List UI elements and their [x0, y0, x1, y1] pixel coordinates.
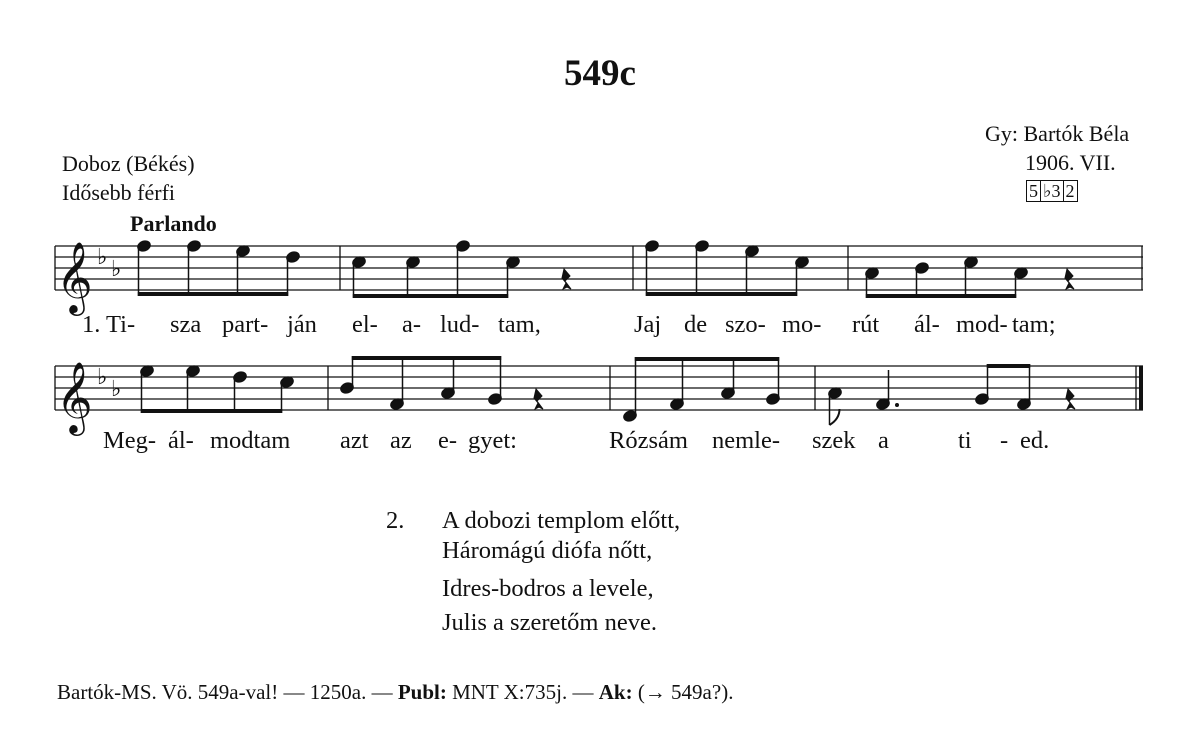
- note-beam: [866, 294, 1016, 298]
- lyric-syllable: szek: [812, 427, 856, 454]
- lyric-syllable: ján: [287, 311, 317, 338]
- collector-label: Gy: Bartók Béla: [985, 121, 1130, 146]
- lyric-syllable: lud-: [440, 311, 480, 338]
- lyric-syllable: a: [878, 427, 889, 454]
- lyric-syllable: a-: [402, 311, 422, 338]
- lyric-syllable: 1. Ti-: [82, 311, 136, 338]
- ak-label: Ak:: [598, 680, 633, 704]
- singer-label: Idősebb férfi: [62, 180, 176, 205]
- lyric-syllable: Meg-: [103, 427, 157, 454]
- lyric-syllable: ed.: [1020, 427, 1050, 454]
- lyric-syllable: modtam: [210, 427, 291, 454]
- tempo-label: Parlando: [130, 211, 217, 236]
- lyric-syllable: mo-: [782, 311, 822, 338]
- verse-line: A dobozi templom előtt,: [442, 507, 681, 534]
- lyric-syllable: rút: [852, 311, 880, 338]
- lyric-syllable: nemle-: [712, 427, 781, 454]
- treble-clef-icon: 𝄞: [56, 240, 93, 313]
- lyric-syllable: ál-: [168, 427, 194, 454]
- staff-system-1: [55, 246, 1143, 290]
- lyric-syllable: ti: [958, 427, 972, 454]
- augmentation-dot: [895, 403, 899, 407]
- note-beam: [353, 294, 508, 298]
- footnote-text: MNT X:735j. —: [446, 680, 599, 704]
- note-beam: [987, 364, 1030, 368]
- scale-box: 2: [1063, 180, 1078, 202]
- lyric-syllable: gyet:: [468, 427, 517, 454]
- page-title: 549c: [564, 53, 636, 94]
- lyric-syllable: Jaj: [634, 311, 662, 338]
- lyric-syllable: Rózsám: [609, 427, 688, 454]
- flat-icon: ♭: [97, 365, 108, 390]
- lyric-syllable: ál-: [914, 311, 940, 338]
- lyric-syllable: az: [390, 427, 412, 454]
- flat-icon: ♭: [111, 377, 122, 402]
- lyric-hyphen: -: [1000, 427, 1009, 454]
- note-beam: [352, 356, 501, 360]
- note-beam: [646, 292, 797, 296]
- footnote: [57, 680, 733, 705]
- flat-icon: ♭: [97, 245, 108, 270]
- treble-clef-icon: 𝄞: [56, 360, 93, 433]
- note-beam: [141, 409, 282, 413]
- footnote-text: (→ 549a?).: [632, 680, 734, 704]
- lyric-syllable: tam;: [1012, 311, 1056, 338]
- lyric-syllable: sza: [170, 311, 202, 338]
- flat-icon: ♭: [111, 257, 122, 282]
- note-beam: [635, 357, 779, 361]
- scale-box: ♭3: [1040, 180, 1064, 202]
- lyric-syllable: de: [684, 311, 708, 338]
- note-beam: [138, 292, 288, 296]
- lyric-syllable: szo-: [725, 311, 766, 338]
- lyric-syllable: tam,: [498, 311, 541, 338]
- publ-label: Publ:: [397, 680, 447, 704]
- lyric-syllable: mod-: [956, 311, 1008, 338]
- footnote-text: Bartók-MS. Vö. 549a-val! — 1250a. —: [57, 680, 398, 704]
- verse-number: 2.: [386, 507, 405, 534]
- verse-line: Idres-bodros a levele,: [442, 575, 654, 602]
- verse-line: Háromágú diófa nőtt,: [442, 537, 653, 564]
- lyric-syllable: e-: [438, 427, 458, 454]
- note-flag: [830, 409, 840, 425]
- lyric-syllable: part-: [222, 311, 269, 338]
- date-label: 1906. VII.: [1025, 150, 1116, 175]
- verse-line: Julis a szeretőm neve.: [442, 609, 657, 636]
- lyric-syllable: azt: [340, 427, 369, 454]
- lyric-syllable: el-: [352, 311, 378, 338]
- place-label: Doboz (Békés): [62, 151, 195, 176]
- scale-box: 5: [1026, 180, 1041, 202]
